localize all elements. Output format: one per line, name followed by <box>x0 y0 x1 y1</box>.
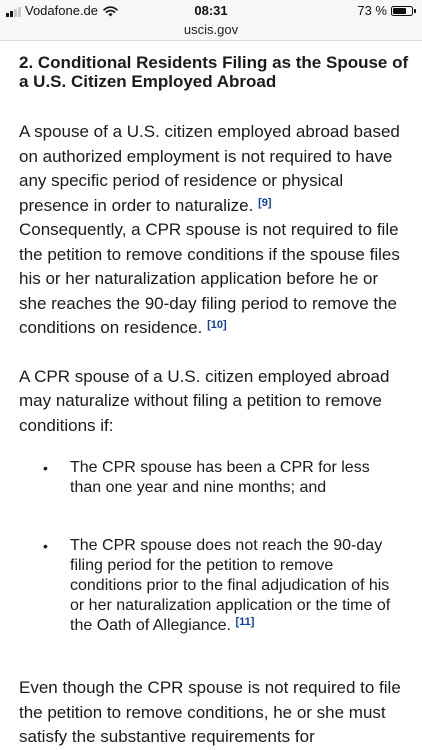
list-item-text: The CPR spouse has been a CPR for less than one year and nine months; and <box>70 459 370 496</box>
url-domain[interactable]: uscis.gov <box>183 22 239 37</box>
battery-icon <box>391 6 413 16</box>
battery-fill <box>393 8 406 14</box>
wifi-icon <box>103 6 118 17</box>
footnote-link-9[interactable]: [9] <box>258 196 272 209</box>
paragraph-1-text-a: A spouse of a U.S. citizen employed abroad based on authorized employment is not required to have any specific period of residence or physical presence in order to naturalize. <box>19 122 400 215</box>
carrier-name: Vodafone.de <box>25 3 99 18</box>
carrier-group <box>6 4 118 18</box>
status-bar <box>0 0 422 21</box>
bullet-dot: • <box>43 538 48 554</box>
list-item <box>19 458 400 498</box>
paragraph-1 <box>19 120 409 341</box>
bullet-dot: • <box>43 460 48 476</box>
footnote-link-11[interactable]: [11] <box>235 616 255 628</box>
footnote-link-10[interactable]: [10] <box>207 319 227 331</box>
status-time: 08:31 <box>194 3 228 18</box>
article-content <box>19 53 409 750</box>
list-item-text: The CPR spouse does not reach the 90-day filing period for the petition to remove conditions prior to the final adjudication of his or her naturalization application or the time of the Oath of Allegiance. <box>70 537 391 634</box>
signal-bars-icon <box>6 6 22 17</box>
battery-nub <box>414 9 416 13</box>
section-heading: 2. Conditional Residents Filing as the Spouse of a U.S. Citizen Employed Abroad <box>19 53 409 91</box>
paragraph-2: A CPR spouse of a U.S. citizen employed abroad may naturalize without filing a petition to remove conditions if: <box>19 366 390 435</box>
url-bar[interactable] <box>0 21 422 41</box>
battery-group <box>357 4 416 18</box>
paragraph-1-text-b: Consequently, a CPR spouse is not required to file the petition to remove conditions if the spouse files his or her naturalization application before he or she reaches the 90-day filing period to remove the conditions on residence. <box>19 220 400 337</box>
battery-percent: 73 % <box>357 3 387 18</box>
paragraph-3: Even though the CPR spouse is not required to file the petition to remove conditions, he or she must satisfy the substantive requirements for <box>19 678 401 746</box>
list-item <box>19 536 400 636</box>
condition-list <box>19 458 409 636</box>
